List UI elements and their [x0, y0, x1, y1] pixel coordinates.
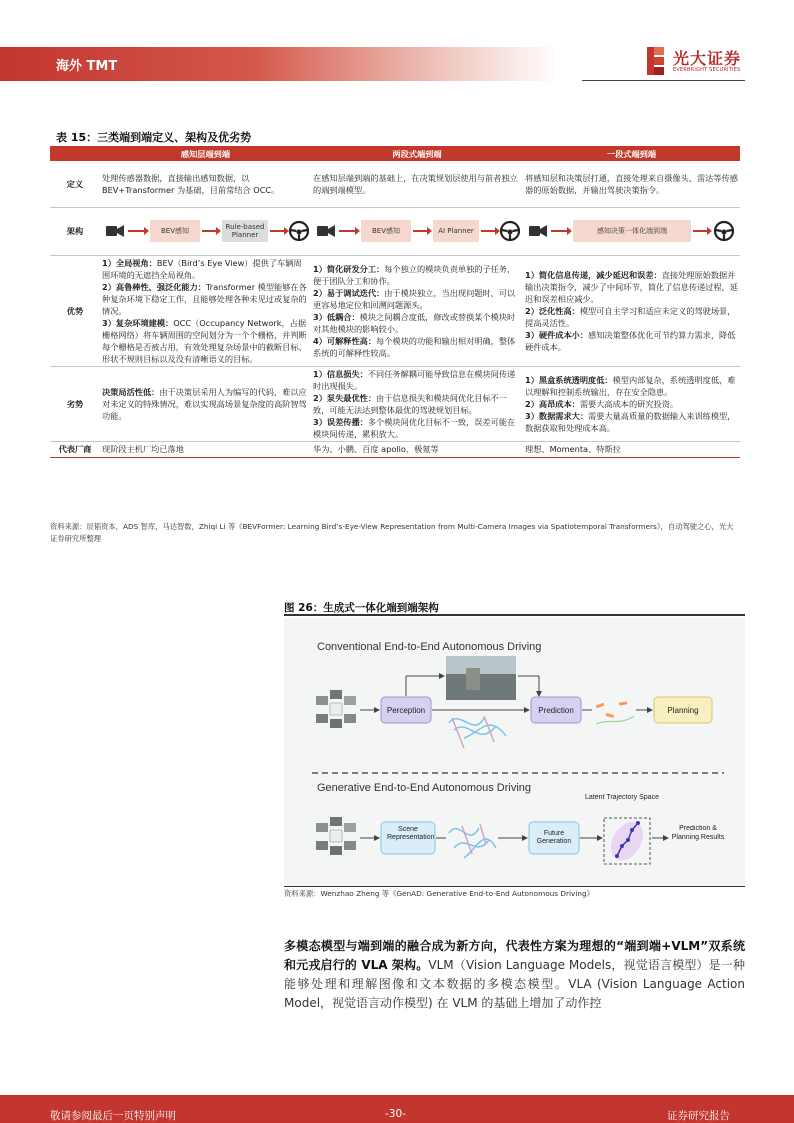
flow-arrow — [551, 230, 569, 232]
point: 1）简化信息传递，减少延迟和误差：直接处理原始数据并输出决策指令，减少了中间环节，简化了信息传递过程，延迟和误差相应减少。 — [525, 269, 738, 304]
prediction-planning-label: Prediction & Planning Results — [671, 825, 725, 841]
table-header-row — [50, 146, 740, 161]
row-label: 劣势 — [50, 366, 100, 441]
section-title: 海外 TMT — [56, 59, 118, 74]
conventional-heading: Conventional End-to-End Autonomous Driving — [317, 641, 542, 653]
trajectory-lines — [462, 824, 486, 854]
point: 4）可解释性高：每个模块的功能和输出相对明确，整体系统的可解释性较高。 — [313, 335, 516, 358]
camera-images-1 — [316, 690, 356, 728]
prediction-glyphs — [596, 701, 634, 724]
cell: 现阶段主机厂均已落地 — [100, 441, 311, 457]
row-label: 架构 — [50, 207, 100, 255]
point: 3）复杂环境建模：OCC（Occupancy Network，占据栅格网络）将车辆周围的空间划分为一个个栅格，并判断每个栅格是否被占用，有效处理复杂场景中的截断目标、形状不规则目标以及没有清晰语义的目标。 — [102, 317, 307, 364]
point: 3）低耦合：模块之间耦合度低，修改或替换某个模块时对其他模块的影响较小。 — [313, 311, 516, 334]
scene-image-building — [466, 668, 480, 690]
flow-box: 感知决策一体化端到端 — [573, 220, 691, 242]
point: 2）易于调试迭代：由于模块独立，当出现问题时，可以更容易地定位和回溯问题源头。 — [313, 287, 516, 310]
row-label: 优势 — [50, 255, 100, 366]
row-definition — [50, 161, 740, 207]
brand-name-en: EVERBRIGHT SECURITIES — [673, 67, 741, 73]
steering-wheel-icon — [499, 220, 521, 242]
scene-representation-label: Scene Representation — [387, 826, 435, 841]
brand-name-cn: 光大证券 — [673, 49, 742, 68]
flow-arrow — [481, 230, 497, 232]
flow-arrow — [128, 230, 146, 232]
table-source: 资料来源：辰韬资本，ADS 智库，马达智数，Zhiqi Li 等《BEVFormer: Learning Bird’s-Eye-View Representation from Multi-Camera Images via Spatiotemporal Transformers》，自动驾驶之心，光大证券研究所整理 — [50, 522, 734, 543]
architecture-diagram-1 — [100, 207, 311, 255]
point: 1）简化研发分工：每个独立的模块负责单独的子任务，便于团队分工和协作。 — [313, 263, 516, 286]
cell: 将感知层和决策层打通，直接处理来自摄像头、雷达等传感器的原始数据，并输出驾驶决策指令。 — [523, 161, 740, 207]
trajectory-lines — [449, 718, 506, 738]
page-number: -30- — [385, 1108, 406, 1120]
point: 2）泛化性高：模型可自主学习和适应未定义的驾驶场景，提高灵活性。 — [525, 305, 736, 328]
camera-icon — [106, 225, 124, 237]
row-disadvantages — [50, 366, 740, 441]
prediction-planning-fo — [668, 825, 728, 859]
cell: 华为、小鹏、百度 apollo、极氪等 — [311, 441, 523, 457]
cell: 在感知层端到端的基础上，在决策规划层使用与前者独立的端到端模型。 — [311, 161, 523, 207]
brand-logo — [645, 44, 745, 78]
flow-box: BEV感知 — [150, 220, 200, 242]
flow-box: AI Planner — [433, 220, 479, 242]
footer-doc-type: 证券研究报告 — [667, 1110, 730, 1122]
table-header-col1: 感知层端到端 — [100, 146, 311, 161]
planning-label: Planning — [667, 706, 699, 715]
body-paragraph — [284, 937, 745, 1013]
table-header-col2: 两段式端到端 — [311, 146, 523, 161]
camera-icon — [317, 225, 335, 237]
comparison-table — [50, 146, 740, 458]
figure-bottom-rule — [284, 886, 745, 887]
camera-images-2 — [316, 817, 356, 855]
row-label: 定义 — [50, 161, 100, 207]
cell — [100, 366, 311, 441]
row-advantages — [50, 255, 740, 366]
flow-arrow — [270, 230, 286, 232]
point: 3）误差传播：多个模块间优化目标不一致，误差可能在模块间传递，累积放大。 — [313, 416, 516, 439]
camera-icon — [529, 225, 547, 237]
future-generation-fo — [529, 822, 579, 854]
latent-space-fo — [584, 794, 660, 820]
perception-label: Perception — [386, 706, 426, 715]
point: 决策局活性低：由于决策层采用人为编写的代码，难以应对未定义的特殊情况，难以实现高场景复杂度的高阶智驾功能。 — [102, 386, 307, 421]
prediction-label: Prediction — [538, 706, 574, 715]
cell — [311, 255, 523, 366]
header-rule — [582, 80, 745, 81]
generative-heading: Generative End-to-End Autonomous Driving — [317, 782, 532, 794]
cell — [100, 255, 311, 366]
point: 1）全局视角：BEV（Bird’s Eye View）提供了车辆周围环境的无遮挡全局视角。 — [102, 257, 302, 280]
point: 1）信息损失：不同任务解耦可能导致信息在模块间传递时出现损失。 — [313, 368, 516, 391]
row-architecture — [50, 207, 740, 255]
cell: 理想、Momenta、特斯拉 — [523, 441, 740, 457]
flow-arrow — [413, 230, 429, 232]
table-header-col3: 一段式端到端 — [523, 146, 740, 161]
point: 3）数据需求大：需要大量高质量的数据输入来训练模型，数据获取和处理成本高。 — [525, 410, 736, 433]
architecture-diagram-2 — [311, 207, 523, 255]
steering-wheel-icon — [713, 220, 735, 242]
genad-diagram — [284, 618, 745, 886]
brand-logo-icon — [645, 46, 667, 76]
point: 3）硬件成本小：感知决策整体优化可节约算力需求，降低硬件成本。 — [525, 329, 736, 352]
figure-source: 资料来源：Wenzhao Zheng 等《GenAD: Generative End-to-End Autonomous Driving》 — [284, 889, 594, 898]
footer-disclaimer: 敬请参阅最后一页特别声明 — [50, 1110, 176, 1122]
table-title: 表 15：三类端到端定义、架构及优劣势 — [56, 131, 252, 144]
body-text: VLM（Vision Language Models，视觉语言模型）是一种能够处理和理解图像和文本数据的多模态模型。VLA (Vision Language Action Model，视觉语言动作模型) 在 VLM 的基础上增加了动作控 — [284, 958, 746, 1010]
figure-title: 图 26：生成式一体化端到端架构 — [284, 602, 439, 614]
cell: 处理传感器数据，直接输出感知数据，以BEV+Transformer 为基础，目前常结合 OCC。 — [100, 161, 311, 207]
scene-image-sky — [446, 656, 516, 674]
steering-wheel-icon — [288, 220, 310, 242]
architecture-diagram-3 — [523, 207, 740, 255]
future-generation-label: Future Generation — [536, 830, 572, 845]
point: 2）高鲁棒性、强泛化能力：Transformer 模型能够在各种复杂环境下稳定工作，且能够处理各种未见过或复杂的情况。 — [102, 281, 307, 316]
figure-diagram — [284, 618, 745, 886]
point: 2）泵失最优性：由于信息损失和模块间优化目标不一致，可能无法达到整体最优的驾驶规划目标。 — [313, 392, 508, 415]
flow-arrow — [693, 230, 709, 232]
scene-representation-fo — [381, 822, 435, 854]
point: 1）黑盒系统透明度低：模型内部复杂，系统透明度低，难以理解和控制系统输出，存在安全隐患。 — [525, 374, 736, 397]
flow-box: BEV感知 — [361, 220, 411, 242]
cell — [311, 366, 523, 441]
figure-top-rule — [284, 614, 745, 616]
flow-box: Rule-based Planner — [222, 220, 268, 242]
table-header-corner — [50, 146, 100, 161]
trajectory-lines — [452, 716, 494, 748]
row-label: 代表厂商 — [50, 441, 100, 457]
cell — [523, 255, 740, 366]
latent-space-label: Latent Trajectory Space — [585, 794, 659, 801]
row-vendors — [50, 441, 740, 457]
flow-arrow — [202, 230, 218, 232]
point: 2）高昂成本：需要大高成本的研究投资。 — [525, 398, 679, 409]
flow-arrow — [339, 230, 357, 232]
cell — [523, 366, 740, 441]
body-lead: 多模态模型与端到端的融合成为新方向，代表性方案为理想的“端到端+VLM”双系统和元戎启行的 VLA 架构。 — [284, 939, 745, 972]
